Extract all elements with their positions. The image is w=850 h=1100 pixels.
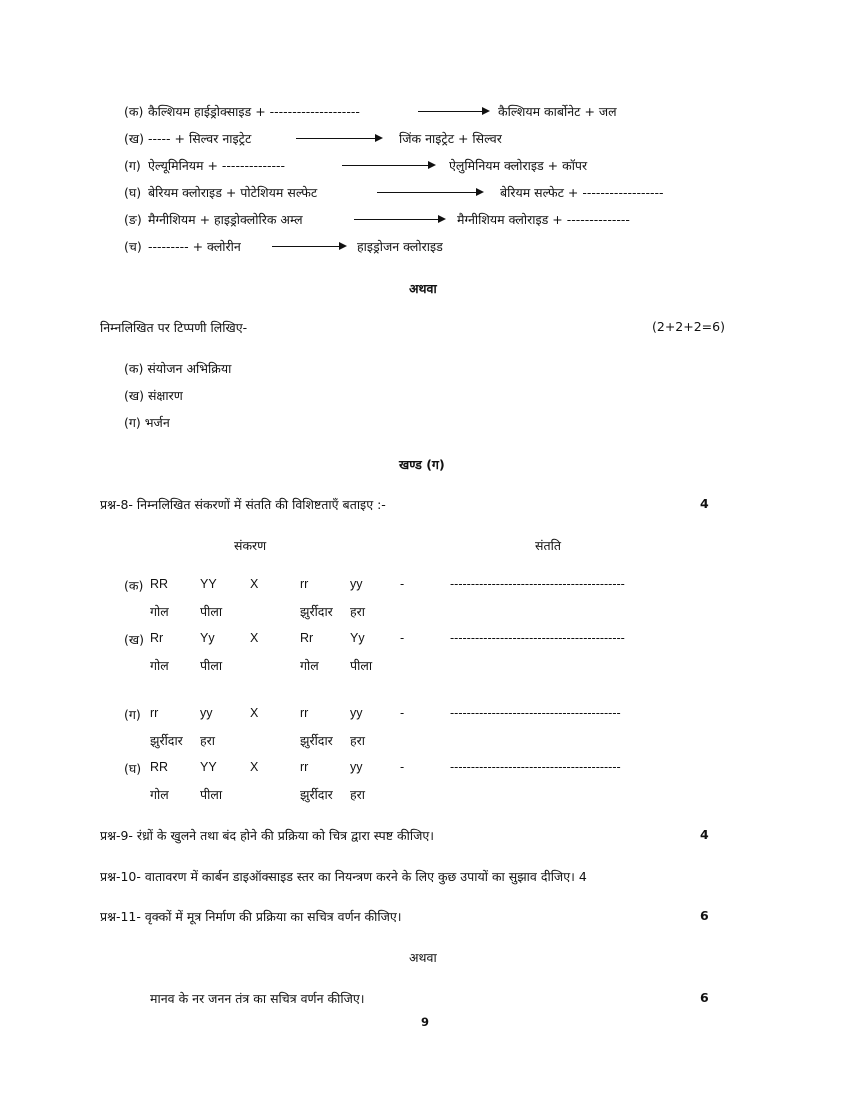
cross-label: (ग) bbox=[124, 707, 141, 722]
reaction-products: जिंक नाइट्रेट + सिल्वर bbox=[399, 131, 502, 146]
genotype: yy bbox=[350, 577, 363, 591]
reaction-arrow bbox=[418, 111, 488, 112]
genotype: rr bbox=[150, 706, 159, 720]
question-11-alt-marks: 6 bbox=[700, 990, 709, 1005]
genotype: RR bbox=[150, 760, 169, 774]
reaction-label: (च) bbox=[124, 239, 142, 254]
phenotype: हरा bbox=[200, 733, 215, 748]
dash: - bbox=[400, 631, 405, 645]
or-heading: अथवा bbox=[409, 281, 437, 296]
reaction-products: ऐलुमिनियम क्लोराइड + कॉपर bbox=[449, 158, 588, 173]
cross-sign: X bbox=[250, 706, 259, 720]
reaction-label: (ख) bbox=[124, 131, 144, 146]
phenotype: गोल bbox=[150, 787, 169, 802]
note-item: (क) संयोजन अभिक्रिया bbox=[124, 361, 232, 376]
reaction-reactants: ----- + सिल्वर नाइट्रेट bbox=[148, 131, 252, 146]
phenotype: पीला bbox=[350, 658, 373, 673]
question-9-marks: 4 bbox=[700, 827, 709, 842]
phenotype: झुर्रीदार bbox=[300, 604, 333, 619]
note-marks: (2+2+2=6) bbox=[652, 319, 725, 334]
reaction-reactants: मैग्नीशियम + हाइड्रोक्लोरिक अम्ल bbox=[148, 212, 303, 227]
question-8: प्रश्न-8- निम्नलिखित संकरणों में संतति की विशिष्टताएँ बताइए :- bbox=[100, 497, 386, 512]
reaction-products: बेरियम सल्फेट + ------------------ bbox=[500, 185, 664, 200]
reaction-arrow bbox=[354, 219, 444, 220]
reaction-arrow bbox=[342, 165, 434, 166]
reaction-reactants: बेरियम क्लोराइड + पोटेशियम सल्फेट bbox=[148, 185, 318, 200]
cross-sign: X bbox=[250, 631, 259, 645]
reaction-arrow bbox=[272, 246, 345, 247]
phenotype: हरा bbox=[350, 733, 365, 748]
phenotype: पीला bbox=[200, 787, 223, 802]
genotype: yy bbox=[200, 706, 213, 720]
reaction-products: कैल्शियम कार्बोनेट + जल bbox=[498, 104, 617, 119]
genotype: Yy bbox=[350, 631, 365, 645]
reaction-reactants: कैल्शियम हाईड्रोक्साइड + -------------------- bbox=[148, 104, 360, 119]
page-number: 9 bbox=[421, 1015, 430, 1029]
genotype: YY bbox=[200, 577, 217, 591]
note-item: (ग) भर्जन bbox=[124, 415, 170, 430]
reaction-label: (ग) bbox=[124, 158, 141, 173]
progeny-blank: ------------------------------------------ bbox=[450, 577, 625, 591]
phenotype: झुर्रीदार bbox=[300, 787, 333, 802]
cross-sign: X bbox=[250, 760, 259, 774]
genotype: Rr bbox=[300, 631, 314, 645]
section-heading: खण्ड (ग) bbox=[399, 457, 445, 472]
genotype: YY bbox=[200, 760, 217, 774]
phenotype: पीला bbox=[200, 658, 223, 673]
genotype: rr bbox=[300, 760, 309, 774]
reaction-reactants: ऐल्यूमिनियम + -------------- bbox=[148, 158, 286, 173]
genotype: rr bbox=[300, 706, 309, 720]
dash: - bbox=[400, 577, 405, 591]
reaction-label: (घ) bbox=[124, 185, 142, 200]
genotype: RR bbox=[150, 577, 169, 591]
progeny-blank: ------------------------------------------ bbox=[450, 631, 625, 645]
reaction-label: (ङ) bbox=[124, 212, 142, 227]
genotype: yy bbox=[350, 760, 363, 774]
reaction-arrow bbox=[296, 138, 381, 139]
cross-label: (क) bbox=[124, 578, 144, 593]
phenotype: गोल bbox=[300, 658, 319, 673]
progeny-blank: ----------------------------------------- bbox=[450, 706, 621, 720]
or-heading: अथवा bbox=[409, 950, 437, 965]
cross-label: (घ) bbox=[124, 761, 142, 776]
phenotype: झुर्रीदार bbox=[150, 733, 183, 748]
cross-label: (ख) bbox=[124, 632, 144, 647]
phenotype: झुर्रीदार bbox=[300, 733, 333, 748]
question-10: प्रश्न-10- वातावरण में कार्बन डाइऑक्साइड स्तर का नियन्त्रण करने के लिए कुछ उपायों का सुझाव दीजिए। 4 bbox=[100, 869, 587, 884]
reaction-arrow bbox=[377, 192, 482, 193]
dash: - bbox=[400, 760, 405, 774]
question-11-alternative: मानव के नर जनन तंत्र का सचित्र वर्णन कीजिए। bbox=[150, 991, 365, 1006]
question-9: प्रश्न-9- रंध्रों के खुलने तथा बंद होने की प्रक्रिया को चित्र द्वारा स्पष्ट कीजिए। bbox=[100, 828, 435, 843]
cross-column-header: संकरण bbox=[234, 538, 267, 553]
reaction-label: (क) bbox=[124, 104, 144, 119]
phenotype: हरा bbox=[350, 787, 365, 802]
cross-sign: X bbox=[250, 577, 259, 591]
phenotype: गोल bbox=[150, 604, 169, 619]
dash: - bbox=[400, 706, 405, 720]
reaction-reactants: --------- + क्लोरीन bbox=[148, 239, 241, 254]
note-question: निम्नलिखित पर टिप्पणी लिखिए- bbox=[100, 320, 248, 335]
question-8-marks: 4 bbox=[700, 496, 709, 511]
genotype: rr bbox=[300, 577, 309, 591]
phenotype: हरा bbox=[350, 604, 365, 619]
genotype: Rr bbox=[150, 631, 164, 645]
progeny-column-header: संतति bbox=[535, 538, 561, 553]
reaction-products: मैग्नीशियम क्लोराइड + -------------- bbox=[457, 212, 630, 227]
genotype: Yy bbox=[200, 631, 215, 645]
question-11-marks: 6 bbox=[700, 908, 709, 923]
phenotype: पीला bbox=[200, 604, 223, 619]
progeny-blank: ----------------------------------------- bbox=[450, 760, 621, 774]
question-11: प्रश्न-11- वृक्कों में मूत्र निर्माण की प्रक्रिया का सचित्र वर्णन कीजिए। bbox=[100, 909, 402, 924]
note-item: (ख) संक्षारण bbox=[124, 388, 183, 403]
phenotype: गोल bbox=[150, 658, 169, 673]
reaction-products: हाइड्रोजन क्लोराइड bbox=[357, 239, 443, 254]
genotype: yy bbox=[350, 706, 363, 720]
